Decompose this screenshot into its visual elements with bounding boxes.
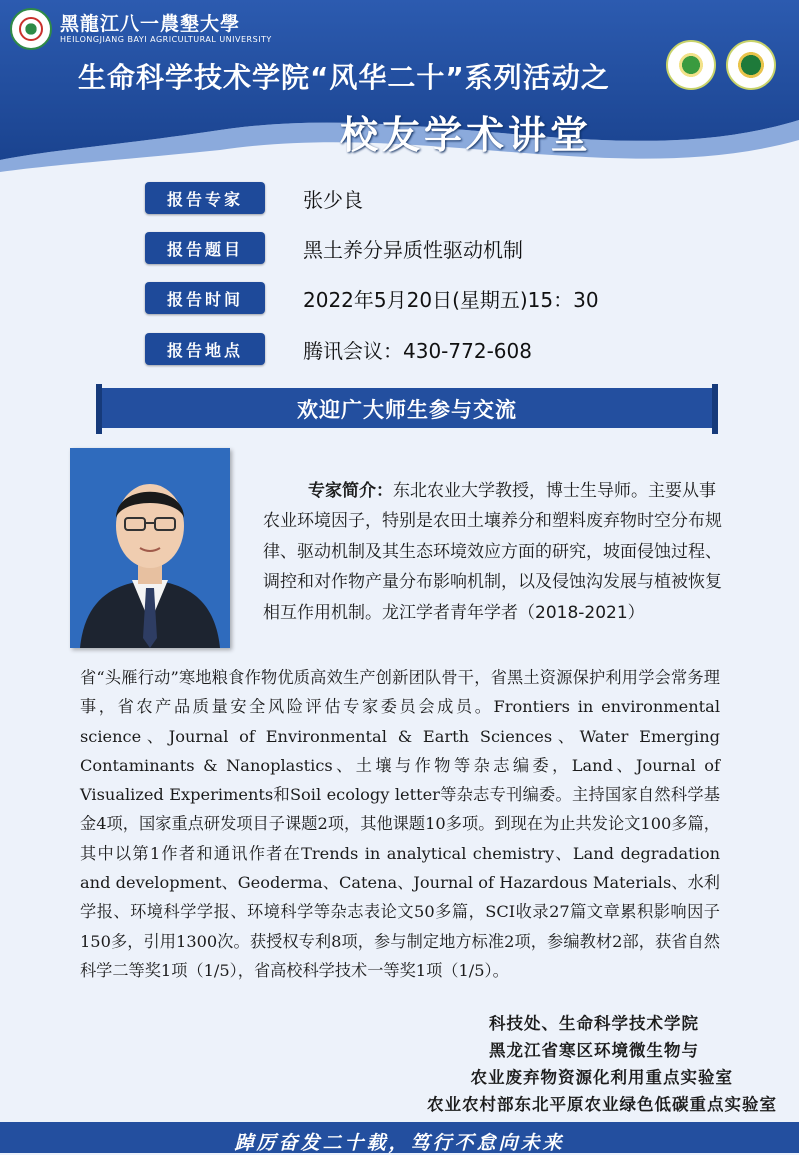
- organizer-line: 农业废弃物资源化利用重点实验室: [470, 1068, 733, 1087]
- speaker-portrait: [70, 448, 230, 648]
- header-banner: [0, 0, 799, 175]
- university-name-en: HEILONGJIANG BAYI AGRICULTURAL UNIVERSITY: [60, 35, 272, 44]
- info-label: 报告时间: [145, 282, 265, 314]
- organizer-line: 黑龙江省寒区环境微生物与: [489, 1041, 699, 1060]
- bio-text: 省“头雁行动”寒地粮食作物优质高效生产创新团队骨干，省黑土资源保护利用学会常务理事，省农产品质量安全风险评估专家委员会成员。Frontiers in environmental science、Journal of Environmental & Earth Sciences、Water Emerging Contaminants & Nanoplastics、土壤与作物等杂志编委，Land、Journal of Visualized Experiments和Soil ecology letter等杂志专刊编委。主持国家自然科学基金4项，国家重点研发项目子课题2项，其他课题10多项。到现在为止共发论文100多篇，其中以第1作者和通讯作者在Trends in analytical chemistry、Land degradation and development、Geoderma、Catena、Journal of Hazardous Materials、水利学报、环境科学学报、环境科学等杂志表论文50多篇，SCI收录27篇文章累积影响因子150多，引用1300次。获授权专利8项，参与制定地方标准2项，参编教材2部，获省自然科学二等奖1项（1/5），省高校科学技术一等奖1项（1/5）。: [80, 668, 720, 980]
- university-name: 黑龍江八一農墾大學: [60, 13, 241, 35]
- welcome-text: 欢迎广大师生参与交流: [297, 398, 517, 422]
- bio-label: 专家简介：: [308, 481, 393, 501]
- info-value: 黑土养分异质性驱动机制: [303, 238, 523, 262]
- welcome-banner: [96, 384, 718, 434]
- college-emblem: [666, 40, 716, 90]
- university-logo: [10, 8, 52, 50]
- info-label: 报告地点: [145, 333, 265, 365]
- laboratory-emblem: [726, 40, 776, 90]
- info-value: 张少良: [303, 188, 363, 212]
- info-label: 报告题目: [145, 232, 265, 264]
- info-value: 腾讯会议：430-772-608: [303, 339, 532, 363]
- info-label: 报告专家: [145, 182, 265, 214]
- event-series-title: 生命科学技术学院“风华二十”系列活动之: [78, 61, 610, 94]
- footer-banner: [0, 1122, 799, 1153]
- info-value: 2022年5月20日(星期五)15：30: [303, 288, 599, 312]
- footer-slogan: 踔厉奋发二十载，笃行不怠向未来: [234, 1132, 565, 1154]
- speaker-photo: [70, 448, 230, 648]
- bio-intro-text: 东北农业大学教授，博士生导师。主要从事农业环境因子，特别是农田土壤养分和塑料废弃物时空分布规律、驱动机制及其生态环境效应方面的研究，坡面侵蚀过程、调控和对作物产量分布影响机制，以及侵蚀沟发展与植被恢复相互作用机制。龙江学者青年学者（2018-2021）: [263, 481, 722, 623]
- event-title: 校友学术讲堂: [340, 112, 593, 157]
- organizer-line: 农业农村部东北平原农业绿色低碳重点实验室: [427, 1095, 777, 1114]
- bio-intro: [263, 476, 723, 628]
- organizer-line: 科技处、生命科学技术学院: [489, 1014, 699, 1033]
